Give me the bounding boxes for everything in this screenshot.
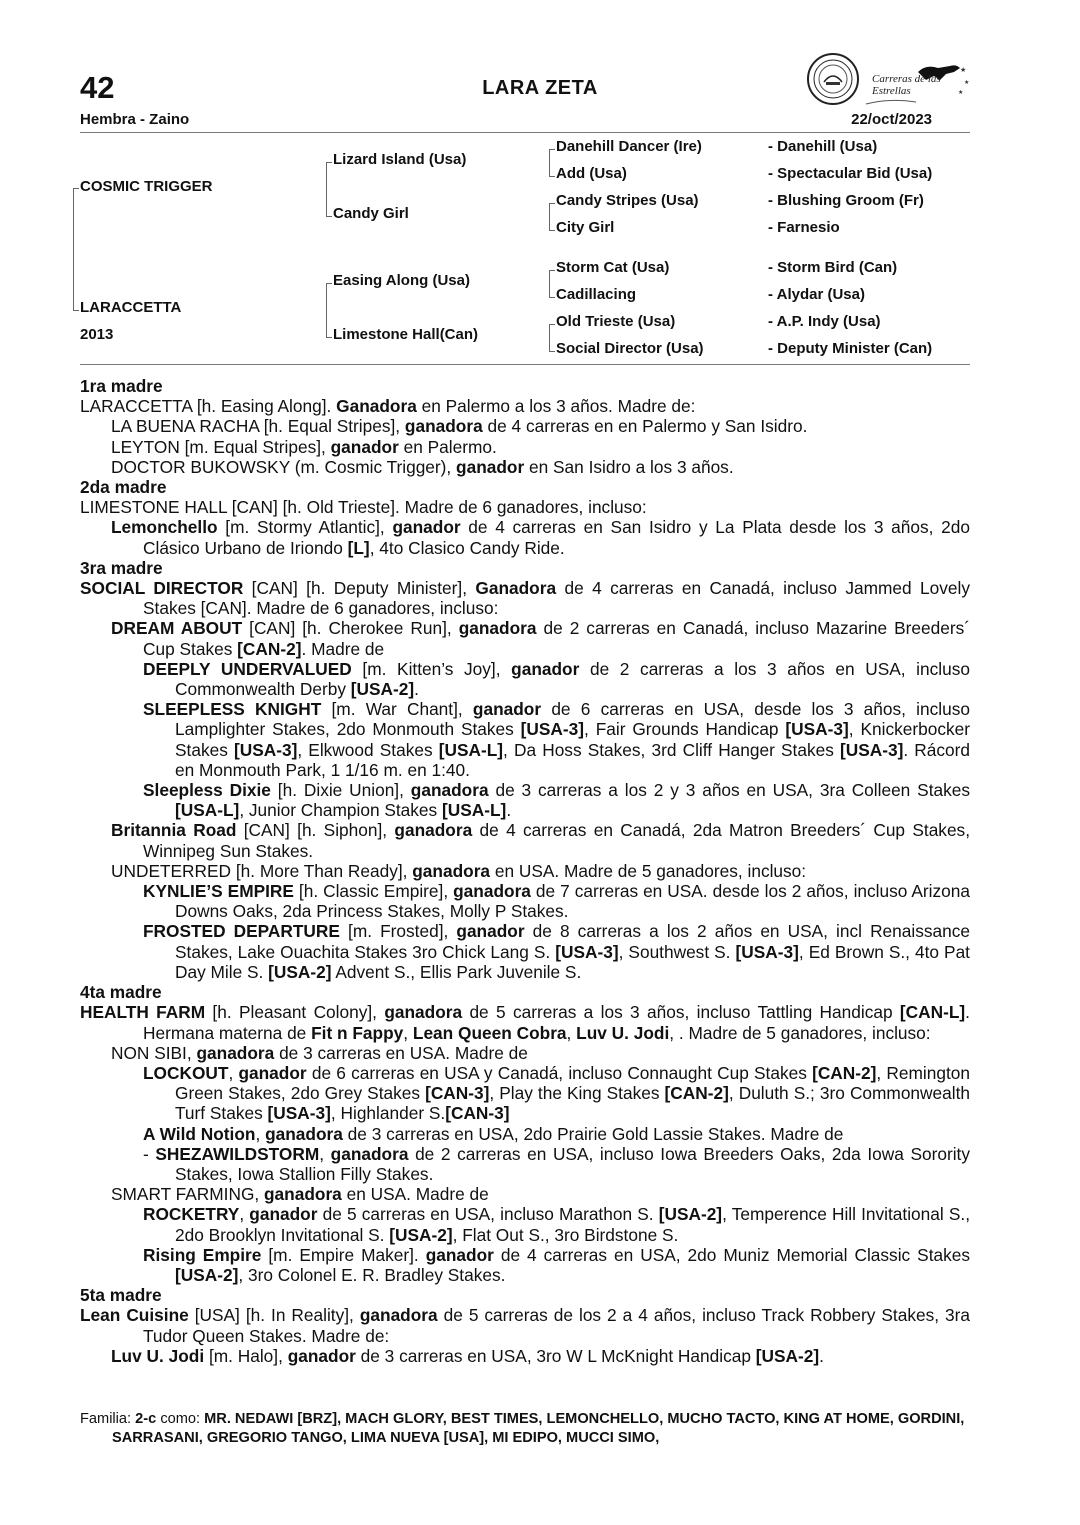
gen4-8: - Deputy Minister (Can) <box>768 340 933 357</box>
logo-text: Carreras de las Estrellas <box>872 73 941 97</box>
text-line: LEYTON [m. Equal Stripes], ganador en Palermo. <box>111 436 497 457</box>
section-heading: 2da madre <box>80 477 167 498</box>
text-line: ROCKETRY, ganador de 5 carreras en USA, incluso Marathon S. [USA-2], Temperence Hill Invitational S., 2do Brooklyn Invitational S. [USA-2], Flat Out S., 3ro Birdstone S. <box>143 1204 970 1245</box>
text-line: Lemonchello [m. Stormy Atlantic], ganador de 4 carreras en San Isidro y La Plata desde los 3 años, 2do Clásico Urbano de Iriondo [L], 4to Clasico Candy Ride. <box>111 517 970 558</box>
text-line: HEALTH FARM [h. Pleasant Colony], ganadora de 5 carreras a los 3 años, incluso Tattling Handicap [CAN-L]. Hermana materna de Fit n Fappy, Lean Queen Cobra, Luv U. Jodi, . Madre de 5 ganadores, incluso: <box>80 1002 970 1043</box>
bottom-rule <box>80 364 970 365</box>
familia-label: Familia: <box>80 1411 132 1427</box>
gen4-1: - Danehill (Usa) <box>768 138 878 155</box>
familia-code: 2-c <box>135 1411 157 1427</box>
gen2-2: Candy Girl <box>333 205 409 222</box>
text-line: LA BUENA RACHA [h. Equal Stripes], ganadora de 4 carreras en en Palermo y San Isidro. <box>111 416 808 437</box>
text-line: Britannia Road [CAN] [h. Siphon], ganadora de 4 carreras en Canadá, 2da Matron Breeders´ Cup Stakes, Winnipeg Sun Stakes. <box>111 820 970 861</box>
gen3-5: Storm Cat (Usa) <box>556 259 670 276</box>
section-heading: 3ra madre <box>80 557 163 578</box>
text-line: SMART FARMING, ganadora en USA. Madre de <box>111 1184 489 1205</box>
familia-como: como: <box>160 1411 201 1427</box>
gen3-8: Social Director (Usa) <box>556 340 704 357</box>
date: 22/oct/2023 <box>851 111 932 128</box>
gen4-2: - Spectacular Bid (Usa) <box>768 165 933 182</box>
gen3-3: Candy Stripes (Usa) <box>556 192 699 209</box>
svg-text:★: ★ <box>964 80 970 86</box>
sire: COSMIC TRIGGER <box>80 178 213 195</box>
text-line: KYNLIE’S EMPIRE [h. Classic Empire], ganadora de 7 carreras en USA. desde los 2 años, incluso Arizona Downs Oaks, 2da Princess Stakes, Molly P Stakes. <box>143 881 970 922</box>
familia-footer <box>80 1410 975 1448</box>
svg-text:★: ★ <box>960 67 967 74</box>
birth-year: 2013 <box>80 326 114 343</box>
gen3-6: Cadillacing <box>556 286 637 303</box>
top-rule <box>80 132 970 133</box>
text-line: - SHEZAWILDSTORM, ganadora de 2 carreras en USA, incluso Iowa Breeders Oaks, 2da Iowa Sorority Stakes, Iowa Stallion Filly Stakes. <box>143 1143 971 1184</box>
text-line: SOCIAL DIRECTOR [CAN] [h. Deputy Minister], Ganadora de 4 carreras en Canadá, incluso Jammed Lovely Stakes [CAN]. Madre de 6 ganadores, incluso: <box>80 578 970 619</box>
text-line: Lean Cuisine [USA] [h. In Reality], ganadora de 5 carreras de los 2 a 4 años, incluso Track Robbery Stakes, 3ra Tudor Queen Stakes. Madre de: <box>80 1305 970 1346</box>
gen3-7: Old Trieste (Usa) <box>556 313 676 330</box>
text-line: NON SIBI, ganadora de 3 carreras en USA. Madre de <box>111 1042 528 1063</box>
text-line: LOCKOUT, ganador de 6 carreras en USA y Canadá, incluso Connaught Cup Stakes [CAN-2], Remington Green Stakes, 2do Grey Stakes [CAN-3], Play the King Stakes [CAN-2], Duluth S.; 3ro Commonwealth Turf Stakes [USA-3], Highlander S.[CAN-3] <box>143 1062 971 1124</box>
text-line: FROSTED DEPARTURE [m. Frosted], ganador de 8 carreras a los 2 años en USA, incl Renaissance Stakes, Lake Ouachita Stakes 3ro Chick Lang S. [USA-3], Southwest S. [USA-3], Ed Brown S., 4to Pat Day Mile S. [USA-2] Advent S., Ellis Park Juvenile S. <box>143 921 970 982</box>
svg-text:★: ★ <box>958 90 964 96</box>
family-text <box>80 376 970 1366</box>
gen2-4: Limestone Hall(Can) <box>333 326 479 343</box>
section-heading: 1ra madre <box>80 376 163 396</box>
familia-list: MR. NEDAWI [BRZ], MACH GLORY, BEST TIMES, LEMONCHELLO, MUCHO TACTO, KING AT HOME, GORDINI, SARRASANI, GREGORIO TANGO, LIMA NUEVA [USA], MI EDIPO, MUCCI SIMO, <box>112 1411 965 1446</box>
gen4-3: - Blushing Groom (Fr) <box>768 192 924 209</box>
text-line: Luv U. Jodi [m. Halo], ganador de 3 carreras en USA, 3ro W L McKnight Handicap [USA-2]. <box>111 1345 824 1366</box>
page-number: 42 <box>80 70 115 105</box>
breeders-cup-seal-icon <box>806 52 860 106</box>
gen3-2: Add (Usa) <box>556 165 627 182</box>
gen4-6: - Alydar (Usa) <box>768 286 865 303</box>
gen2-3: Easing Along (Usa) <box>333 272 470 289</box>
gen4-7: - A.P. Indy (Usa) <box>768 313 881 330</box>
gen3-4: City Girl <box>556 219 615 236</box>
text-line: DREAM ABOUT [CAN] [h. Cherokee Run], ganadora de 2 carreras en Canadá, incluso Mazarine Breeders´ Cup Stakes [CAN-2]. Madre de <box>111 618 970 659</box>
gen2-1: Lizard Island (Usa) <box>333 151 467 168</box>
section-heading: 5ta madre <box>80 1285 162 1306</box>
section-heading: 4ta madre <box>80 982 162 1003</box>
text-line: SLEEPLESS KNIGHT [m. War Chant], ganador de 6 carreras en USA, desde los 3 años, incluso Lamplighter Stakes, 2do Monmouth Stakes [USA-3], Fair Grounds Handicap [USA-3], Knickerbocker Stakes [USA-3], Elkwood Stakes [USA-L], Da Hoss Stakes, 3rd Cliff Hanger Stakes [USA-3]. Rácord en Monmouth Park, 1 1/16 m. en 1:40. <box>143 699 971 780</box>
gen4-4: - Farnesio <box>768 219 840 236</box>
sex-coat: Hembra - Zaino <box>80 111 190 128</box>
text-line: LIMESTONE HALL [CAN] [h. Old Trieste]. Madre de 6 ganadores, incluso: <box>80 497 647 518</box>
text-line: Sleepless Dixie [h. Dixie Union], ganadora de 3 carreras a los 2 y 3 años en USA, 3ra Colleen Stakes [USA-L], Junior Champion Stakes [USA-L]. <box>143 780 970 821</box>
text-line: LARACCETTA [h. Easing Along]. Ganadora en Palermo a los 3 años. Madre de: <box>80 396 696 417</box>
horse-name: LARA ZETA <box>482 77 598 99</box>
text-line: DEEPLY UNDERVALUED [m. Kitten’s Joy], ganador de 2 carreras a los 3 años en USA, incluso Commonwealth Derby [USA-2]. <box>143 658 970 700</box>
gen3-1: Danehill Dancer (Ire) <box>556 138 702 155</box>
text-line: DOCTOR BUKOWSKY (m. Cosmic Trigger), ganador en San Isidro a los 3 años. <box>111 456 734 477</box>
text-line: UNDETERRED [h. More Than Ready], ganadora en USA. Madre de 5 ganadores, incluso: <box>111 860 807 881</box>
text-line: A Wild Notion, ganadora de 3 carreras en USA, 2do Prairie Gold Lassie Stakes. Madre de <box>143 1123 844 1144</box>
gen4-5: - Storm Bird (Can) <box>768 259 898 276</box>
dam: LARACCETTA <box>80 299 182 316</box>
text-line: Rising Empire [m. Empire Maker]. ganador de 4 carreras en USA, 2do Muniz Memorial Classic Stakes [USA-2], 3ro Colonel E. R. Bradley Stakes. <box>143 1244 970 1285</box>
